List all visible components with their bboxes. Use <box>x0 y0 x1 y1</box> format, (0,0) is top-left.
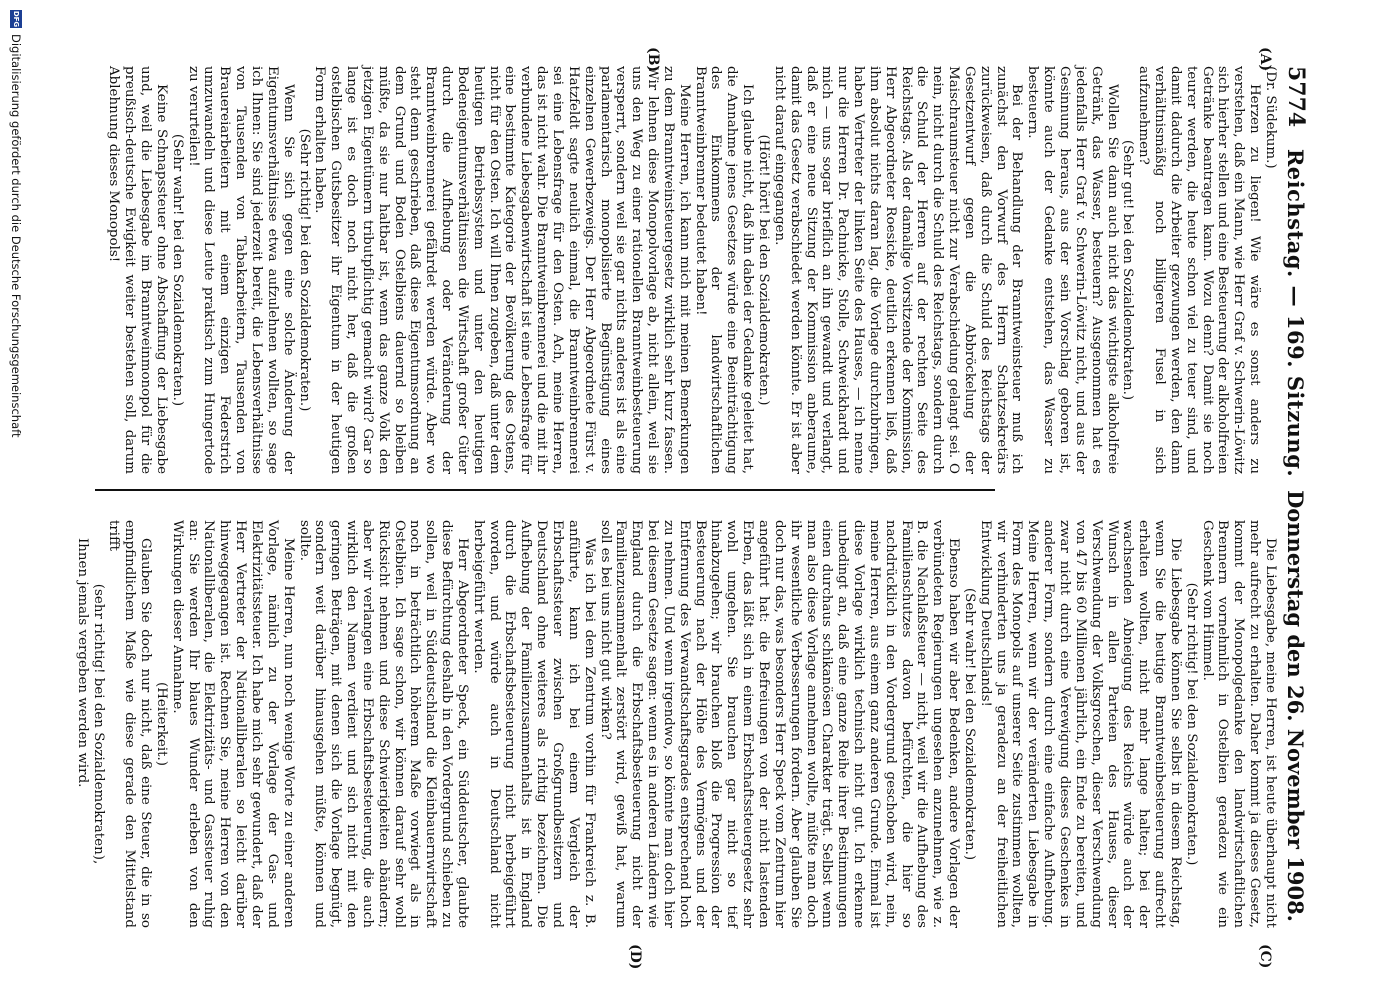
paragraph: Ebenso haben wir aber Bedenken, andere Vorlagen der verbündeten Regierungen ungesehen anzunehmen, wie z. B. die Nachlaßsteuer — nicht, weil wir die Aufhebung des Familienschutzes davon befürchten, die hier so nachdrücklich in den Vordergrund geschoben wird, nein, meine Herren, aus einem ganz anderen Grunde. Einmal ist diese Vorlage wirklich technisch nicht gut. Ich erkenne unbedingt an, daß eine ganze Reihe ihrer Bestimmungen einen durchaus schikanösen Charakter trägt. Selbst wenn man also diese Vorlage annehmen wollte, müßte man doch ihr wesentliche Verbesserungen fordern. Aber glauben Sie doch nur das, was besonders Herr Speck vom Zentrum hier angeführt hat: die Befreiungen von der nicht lastenden Erben, das läßt sich in einem Erbschaftssteuergesetz sehr wohl umgehen. Sie brauchen gar nicht so tief hinabzugehen; wir brauchen bloß die Progression der Besteuerung nach der Höhe des Vermögens und der Entfernung des Verwandtschaftsgrades entsprechend hoch zu nehmen. Und wenn irgendwo, so könnte man doch hier bei diesem Gesetze sagen: wenn es in anderen Ländern wie England durch die Erbschaftsbesteuerung nicht der Familienzusammenhalt zerstört wird, gewiß hat, warum soll es bei uns nicht gut wirken? <box>597 520 962 928</box>
paragraph: Herr Abgeordneter Speck, ein Süddeutscher, glaubte diese Befürchtung deshalb in den Vordergrund schieben zu sollen, weil in Süddeutschland die Kleinbauernwirtschaft noch in beträchtlich höherem Maße vorwiegt als in Ostelbien. Ich sage schon, wir können darauf sehr wohl Rücksicht nehmen und diese Schwierigkeiten abändern; aber wir verlangen eine Erbschaftsbesteuerung, die auch wirklich den Namen verdient und sich nicht mit den geringen Beträgen, mit denen sich die Vorlage begnügt, sondern weit darüber hinausgehen müßte, können und sollte. <box>296 520 470 928</box>
paragraph: Ihnen jemals vergeben werden wird. <box>74 538 90 788</box>
interjection: (Hört! hört! bei den Sozialdemokraten.) <box>756 134 771 406</box>
dfg-logo-icon: DFG <box>12 10 20 28</box>
margin-marker-a: (A) <box>1257 47 1273 72</box>
running-title: Reichstag. — 169. Sitzung. <box>1283 148 1308 478</box>
margin-marker-c: (C) <box>1257 944 1273 969</box>
interjection: (Sehr gut! bei den Sozialdemokraten.) <box>1120 139 1136 401</box>
paragraph: Meine Herren, ich kann mich mit meinen Bemerkungen zu dem Branntweinsteuergesetz wirklich sehr kurz fassen. Wir lehnen diese Monopolvorlage ab, nicht allein, weil sie uns den Weg zu einer rationellen Branntweinbesteuerung versperrt, sondern weil sie gar nichts anderes ist als eine parlamentarisch monopolisierte Begünstigung eines einzelnen Gewerbezweigs. Der Herr Abgeordnete Fürst v. Hatzfeldt sagte neulich einmal, die Branntweinbrennerei sei eine Lebensfrage für den Osten. Ach, meine Herren, das ist nicht wahr. Die Branntweinbrennerei und die mit ihr verbundene Liebesgabenwirtschaft ist eine Lebensfrage für eine bestimmte Kategorie der Bevölkerung des Ostens, nicht für den Osten. Ich will Ihnen zugeben, daß unter dem heutigen Betriebssystem und unter den heutigen Bodeneigentumsverhältnissen die Wirtschaft großer Güter durch die Aufhebung oder Veränderung der Branntweinbrennerei gefährdet werden würde. Aber wo steht denn geschrieben, daß diese Eigentumsordnung an dem Grund und Boden Ostelbiens dauernd so bleiben müßte, da sie nur haltbar ist, wenn das ganze Volk den jetzigen Eigentümern tributpflichtig gemacht wird? Gar so lange ist es doch noch nicht her, daß die großen ostelbischen Gutsbesitzer ihr Eigentum in der heutigen Form erhalten haben. <box>312 66 692 474</box>
paragraph: Glauben Sie doch nur nicht, daß eine Steuer, die in so empfindlichem Maße wie diese gerade den Mittelstand trifft <box>106 520 154 928</box>
paragraph: Keine Schnapssteuer ohne Abschaffung der Liebesgabe und, weil die Liebesgabe im Branntweinmonopol für die preußisch-deutsche Ewigkeit weiter bestehen soll, darum Ablehnung dieses Monopols! <box>106 66 169 474</box>
paragraph: Was ich bei dem Zentrum vorhin für Frankreich z. B. anführte, kann ich bei einem Vergleich der Erbschaftssteuer zwischen Großgrundbesitzern und Deutschland ohne weiteres als richtig bezeichnen. Die Aufhebung der Familienzusammenhalts ist in England durch die Erbschaftsbesteuerung nicht herbeigeführt worden, und würde auch in Deutschland nicht herbeigeführt werden. <box>470 520 597 928</box>
left-text-column <box>106 66 1278 474</box>
page-footer <box>9 10 23 990</box>
interjection: (Heiterkeit.) <box>153 682 169 766</box>
margin-marker-d: (D) <box>627 944 643 970</box>
interjection: (Sehr wahr! bei den Sozialdemokraten.) <box>169 133 185 407</box>
paragraph: Wollen Sie dann auch nicht das wichtigste alkoholfreie Getränk, das Wasser, besteuern? Ausgenommen hat es jedenfalls Herr Graf v. Schwerin-Löwitz nicht, und aus der Gesinnung heraus, aus der sein Vorschlag geboren ist, könnte auch der Gedanke entstehen, das Wasser zu besteuern. <box>1025 66 1120 474</box>
session-date: Donnerstag den 26. November 1908. <box>1283 490 1308 922</box>
speaker-line: (Dr. Südekum.) <box>1263 66 1278 169</box>
interjection: (Sehr richtig! bei den Sozialdemokraten.) <box>296 128 312 412</box>
page-number: 5774 <box>1283 66 1309 128</box>
paragraph: Meine Herren, nun noch wenige Worte zu einer anderen Vorlage, nämlich zu der Vorlage der Gas- und Elektrizitätssteuer. Ich habe mich sehr gewundert, daß der Herr Vertreter der Nationalliberalen so leicht darüber hinweggegangen ist. Rechnen Sie, meine Herren von den Nationalliberalen, die Elektrizitäts- und Gassteuer ruhig an: Sie werden Ihr blaues Wunder erleben von den Wirkungen dieser Annahme. <box>169 520 296 928</box>
paragraph: Bei der Behandlung der Branntweinsteuer muß ich zunächst den Vorwurf des Herrn Schatzsekretärs zurückweisen, daß durch die Schuld des Reichstags der Gesetzentwurf gegen die Abbröckelung der Maischraumsteuer nicht zur Verabschiedung gelangt sei. O nein, nicht durch die Schuld des Reichstags, sondern durch die Schuld der Herren auf der rechten Seite des Reichstags. Als der damalige Vorsitzende der Kommission, Herr Abgeordneter Roesicke, deutlich erkennen ließ, daß ihm absolut nichts daran lag, die Vorlage durchzubringen, haben Vertreter der linken Seite des Hauses, — ich nenne nur die Herren Dr. Pachnicke, Stolle, Schweickhardt und mich — uns sogar brieflich an ihn gewandt und verlangt, daß er eine neue Sitzung der Kommission anberaume, damit das Gesetz verabschiedet werden könnte. Er ist aber nicht darauf eingegangen. <box>771 66 1025 474</box>
page-header <box>1283 66 1313 922</box>
paragraph: Herzen zu liegen! Wie wäre es sonst anders zu verstehen, daß ein Mann, wie Herr Graf v. Schwerin-Löwitz sich hierher stellen und eine Besteuerung der alkoholfreien Getränke beantragen kann. Wozu denn? Damit sie noch teurer werden, die heute schon viel zu teuer sind, und damit dadurch die Arbeiter gezwungen werden, den dann verhältnismäßig noch billigeren Fusel in sich aufzunehmen? <box>1136 66 1263 474</box>
interjection: (Sehr richtig! bei den Sozialdemokraten.) <box>1183 582 1199 866</box>
paragraph: Die Liebesgabe, meine Herren, ist heute überhaupt nicht mehr aufrecht zu erhalten. Daher kommt ja dieses Gesetz, kommt der Monopolgedanke den landwirtschaftlichen Brennern vornehmlich in Ostelbien geradezu wie ein Geschenk vom Himmel. <box>1199 520 1278 928</box>
right-text-column <box>74 520 1278 928</box>
interjection: (sehr richtig! bei den Sozialdemokraten), <box>90 583 106 865</box>
paragraph: Wenn Sie sich gegen eine solche Änderung der Eigentumsverhältnisse etwa aufzulehnen wollten, so sage ich Ihnen: Sie sind jederzeit bereit, die Lebensverhältnisse von Tausenden von Tabakarbeitern, Tausenden von Brauereiarbeitern mit einem einzigen Federstrich umzuwandeln und diese Leute praktisch zum Hungertode zu verurteilen! <box>185 66 296 474</box>
paragraph: Die Liebesgabe können Sie selbst in diesem Reichstag, wenn Sie die heutige Branntweinbesteuerung aufrecht erhalten wollten, nicht mehr lange halten; bei der wachsenden Abneigung des Reichs würde auch der Wunsch in allen Parteien des Hauses, dieser Verschwendung der Volksgroschen, dieser Verschwendung von 47 bis 60 Millionen jährlich, ein Ende zu bereiten, und zwar nicht durch eine Verewigung dieses Geschenkes in anderer Form, sondern durch eine einfache Aufhebung. Meine Herren, wenn wir der veränderten Liebesgabe in Form des Monopols auf unserer Seite zustimmen wollten, wir verhinderten uns ja geradezu an der freiheitlichen Entwicklung Deutschlands! <box>977 520 1183 928</box>
interjection: (Sehr wahr! bei den Sozialdemokraten.) <box>961 587 977 861</box>
digitization-credit: Digitalisierung gefördert durch die Deutsche Forschungsgemeinschaft <box>9 34 23 438</box>
margin-marker-b: (B) <box>645 47 661 73</box>
paragraph: Ich glaube nicht, daß ihn dabei der Gedanke geleitet hat, die Annahme jenes Gesetzes würde eine Beeinträchtigung des Einkommens der landwirtschaftlichen Branntweinbrenner bedeutet haben! <box>692 66 756 474</box>
column-divider <box>95 489 995 491</box>
